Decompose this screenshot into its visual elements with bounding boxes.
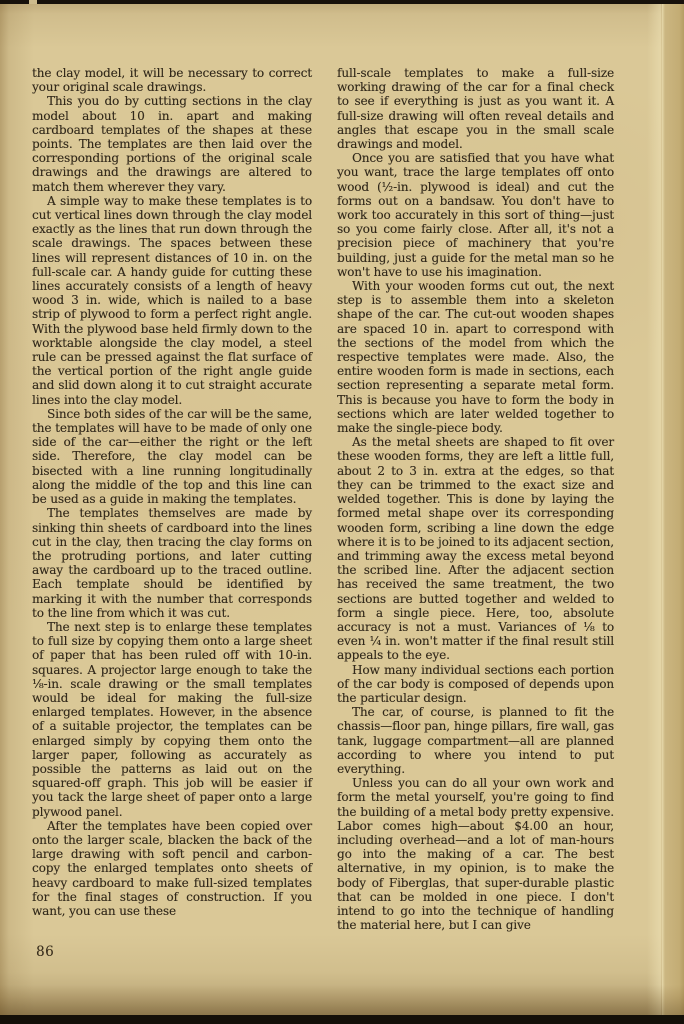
paragraph: With your wooden forms cut out, the next step is to assemble them into a skeleton shape of the car. The cut-out wooden shapes are spaced 10 in. apart to correspond with the sections of the model from which the respective templates were made. Also, the entire wooden form is made in sections, each section representing a separate metal form. This is because you have to form the body in sections which are later welded together to make the single-piece body. [337,279,614,436]
paragraph: Unless you can do all your own work and form the metal yourself, you're going to find the building of a metal body pretty expensive. Labor comes high—about $4.00 an hour, including overhead—and a lot of man-hours go into the making of a car. The best alternative, in my opinion, is to make the body of Fiberglas, that super-durable plastic that can be molded in one piece. I don't intend to go into the technique of handling the material here, but I can give [337,776,614,933]
page-bottom-edge-shadow [0,985,684,1015]
paragraph: The car, of course, is planned to fit the chassis—floor pan, hinge pillars, fire wall, gas tank, luggage compartment—all are planned according to where you intend to put everything. [337,705,614,776]
paragraph: The templates themselves are made by sinking thin sheets of cardboard into the lines cut in the clay, then tracing the clay forms on the protruding portions, and later cutting away the cardboard up to the traced outline. Each template should be identified by marking it with the number that corresponds to the line from which it was cut. [32,506,312,620]
text-column-left [32,66,312,918]
paragraph: After the templates have been copied over onto the larger scale, blacken the back of the large drawing with soft pencil and carbon-copy the enlarged templates onto sheets of heavy cardboard to make full-sized templates for the final stages of construction. If you want, you can use these [32,818,312,918]
paragraph: Since both sides of the car will be the same, the templates will have to be made of only one side of the car—either the right or the left side. Therefore, the clay model can be bisected with a line running longitudinally along the middle of the top and this line can be used as a guide in making the templates. [32,406,312,507]
page-edge-highlight [647,0,663,1024]
scan-edge-bottom [0,1015,684,1024]
page-number: 86 [36,944,55,960]
paragraph: full-scale templates to make a full-size working drawing of the car for a final check to see if everything is just as you want it. A full-size drawing will often reveal details and angles that escape you in the small scale drawings and model. [337,66,614,152]
paragraph: The next step is to enlarge these templates to full size by copying them onto a large sheet of paper that has been ruled off with 10-in. squares. A projector large enough to take the ⅛-in. scale drawing or the small templates would be ideal for making the full-size enlarged templates. However, in the absence of a suitable projector, the templates can be enlarged simply by copying them onto the larger paper, following as accurately as possible the patterns as laid out on the squared-off graph. This job will be easier if you tack the large sheet of paper onto a large plywood panel. [32,619,312,819]
paragraph: Once you are satisfied that you have what you want, trace the large templates off onto wood (½-in. plywood is ideal) and cut the forms out on a bandsaw. You don't have to work too accurately in this sort of thing—just so you come fairly close. After all, it's not a precision piece of machinery that you're building, just a guide for the metal man so he won't have to use his imagination. [337,151,614,279]
paragraph: How many individual sections each portion of the car body is composed of depends upon the particular design. [337,662,614,705]
paragraph: As the metal sheets are shaped to fit over these wooden forms, they are left a little full, about 2 to 3 in. extra at the edges, so that they can be trimmed to the exact size and welded together. This is done by laying the formed metal shape over its corresponding wooden form, scribing a line down the edge where it is to be joined to its adjacent section, and trimming away the excess metal beyond the scribed line. After the adjacent section has received the same treatment, the two sections are butted together and welded to form a single piece. Here, too, absolute accuracy is not a must. Variances of ⅛ to even ¼ in. won't matter if the final result still appeals to the eye. [337,435,614,663]
paragraph: This you do by cutting sections in the clay model about 10 in. apart and making cardboard templates of the shapes at these points. The templates are then laid over the corresponding portions of the original scale drawings and the drawings are altered to match them wherever they vary. [32,94,312,194]
scan-edge-notch [29,0,37,4]
page-edge-right [662,0,684,1024]
scan-edge-top [0,0,684,4]
paragraph: A simple way to make these templates is to cut vertical lines down through the clay model exactly as the lines that run down through the scale drawings. The spaces between these lines will represent distances of 10 in. on the full-scale car. A handy guide for cutting these lines accurately consists of a length of heavy wood 3 in. wide, which is nailed to a base strip of plywood to form a perfect right angle. With the plywood base held firmly down to the worktable alongside the clay model, a steel rule can be pressed against the flat surface of the vertical portion of the right angle guide and slid down along it to cut straight accurate lines into the clay model. [32,193,312,407]
text-column-right [337,66,614,932]
paragraph: the clay model, it will be necessary to correct your original scale drawings. [32,66,312,95]
